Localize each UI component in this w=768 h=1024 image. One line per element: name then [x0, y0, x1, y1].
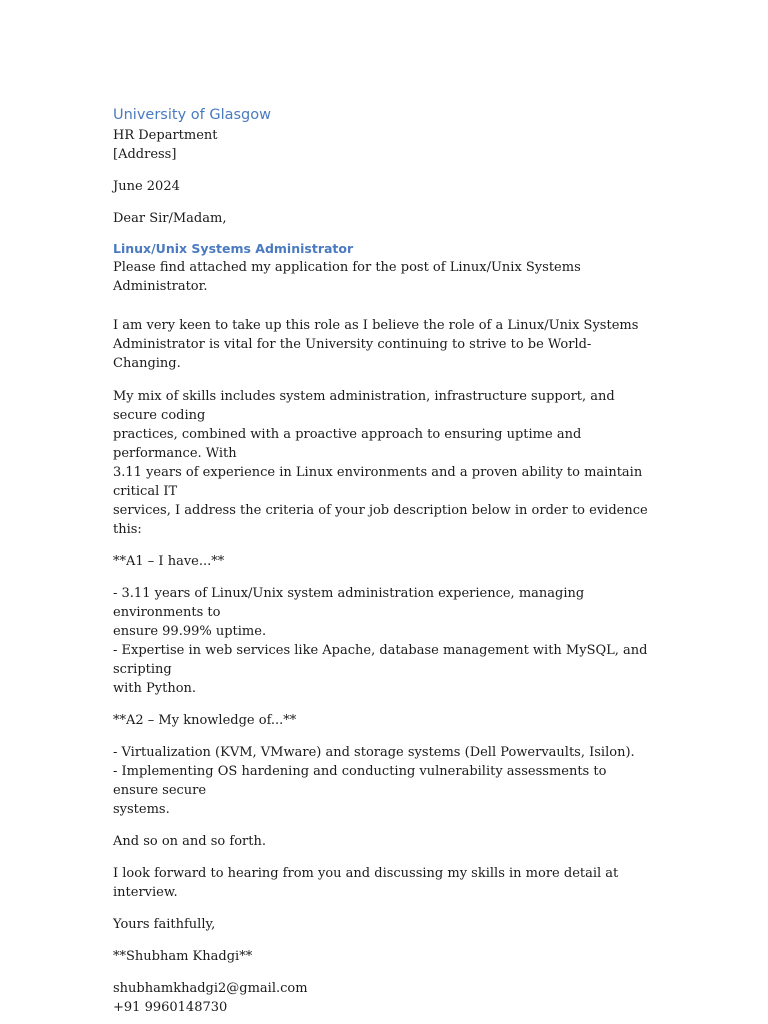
- paragraph-line: Administrator is vital for the University continuing to strive to be World-Changing.: [113, 337, 592, 371]
- list-item-continuation: systems.: [113, 802, 170, 817]
- signoff: Yours faithfully,: [113, 917, 216, 932]
- criteria-a2-list: [113, 743, 653, 819]
- list-item: - Virtualization (KVM, VMware) and storage systems (Dell Powervaults, Isilon).: [113, 745, 635, 760]
- paragraph-line: I am very keen to take up this role as I believe the role of a Linux/Unix Systems: [113, 318, 639, 333]
- letter-date: June 2024: [113, 179, 180, 194]
- criteria-a1-list: [113, 584, 653, 698]
- motivation-paragraph: [113, 316, 653, 373]
- contact-email: shubhamkhadgi2@gmail.com: [113, 981, 308, 996]
- paragraph-line: practices, combined with a proactive approach to ensuring uptime and performance. With: [113, 427, 586, 461]
- list-item-continuation: with Python.: [113, 681, 197, 696]
- criteria-a2-heading: **A2 – My knowledge of...**: [113, 713, 297, 728]
- intro-paragraph: Please find attached my application for the post of Linux/Unix Systems Administrator.: [113, 260, 585, 294]
- address-line: [Address]: [113, 147, 177, 162]
- etc-paragraph: And so on and so forth.: [113, 834, 266, 849]
- paragraph-line: services, I address the criteria of your job description below in order to evidence this:: [113, 503, 652, 537]
- closing-paragraph: I look forward to hearing from you and discussing my skills in more detail at interview.: [113, 866, 623, 900]
- organization-heading: University of Glasgow: [113, 107, 271, 123]
- paragraph-line: 3.11 years of experience in Linux environments and a proven ability to maintain critical IT: [113, 465, 647, 499]
- list-item: - Implementing OS hardening and conducting vulnerability assessments to ensure secure: [113, 764, 611, 798]
- salutation: Dear Sir/Madam,: [113, 211, 227, 226]
- list-item-continuation: ensure 99.99% uptime.: [113, 624, 267, 639]
- letter-document: [113, 104, 653, 1017]
- list-item: - 3.11 years of Linux/Unix system administration experience, managing environments to: [113, 586, 589, 620]
- signature-name: **Shubham Khadgi**: [113, 949, 253, 964]
- criteria-a1-heading: **A1 – I have...**: [113, 554, 225, 569]
- skills-paragraph: [113, 387, 653, 539]
- contact-phone: +91 9960148730: [113, 1000, 228, 1015]
- department-line: HR Department: [113, 128, 218, 143]
- list-item: - Expertise in web services like Apache, database management with MySQL, and scripting: [113, 643, 652, 677]
- paragraph-line: My mix of skills includes system administration, infrastructure support, and secure coding: [113, 389, 619, 423]
- role-heading: Linux/Unix Systems Administrator: [113, 241, 354, 256]
